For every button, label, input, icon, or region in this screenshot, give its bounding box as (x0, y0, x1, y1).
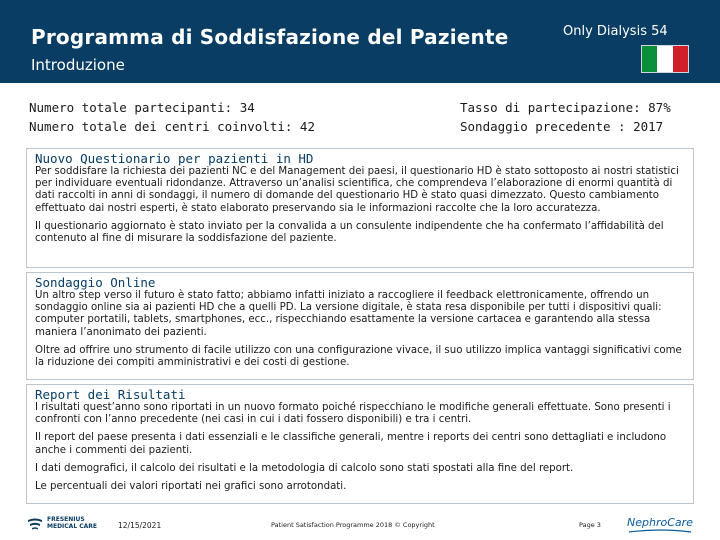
fresenius-wordmark (47, 516, 97, 530)
participants-count: Numero totale partecipanti: 34 (29, 100, 255, 115)
stats-left (29, 98, 315, 136)
fresenius-mark-icon (27, 518, 43, 530)
section-paragraph: Un altro step verso il futuro è stato fatto; abbiamo infatti iniziato a raccogliere il feedback elettronicamente, offrendo un sondaggio online sia ai pazienti HD che a quelli PD. La versione digitale, è stata resa disponibile per tutti i dispositivi quali: computer portatili, tablets, smartphones, ecc., rispecchiando esattamente la versione cartacea e garantendo alla stessa maniera l’anonimato dei pazienti. (35, 290, 662, 338)
section-paragraph: I risultati quest’anno sono riportati in un nuovo formato poiché rispecchiano le modifiche generali effettuate. Sono presenti i confronti con l’anno precedente (nei casi in cui i dati fossero disponibili) e tra i centri. (35, 402, 671, 426)
center-name: Only Dialysis 54 (563, 24, 668, 39)
section-results-report (26, 384, 694, 504)
footer-copyright: Patient Satisfaction Programme 2018 © Copyright (271, 521, 435, 529)
section-heading: Sondaggio Online (35, 275, 156, 290)
header-bar (0, 0, 720, 83)
section-heading: Nuovo Questionario per pazienti in HD (35, 151, 314, 166)
footer-date: 12/15/2021 (118, 521, 162, 530)
section-paragraph: Per soddisfare la richiesta dei pazienti NC e del Management dei paesi, il questionario HD è stato sottoposto ai nostri statistici per individuare eventuali ridondanze. Attraverso un’analisi scientifica, che comprendeva l’elaborazione di enormi quantità di dati raccolti in anni di sondaggi, il numero di domande del questionario HD è stato quasi dimezzato. Questo cambiamento effettuato dai nostri esperti, è stato elaborato preservando sia le informazioni raccolte che la loro accuratezza. (35, 166, 679, 214)
flag-stripe-white (657, 46, 672, 72)
nephrocare-logo (627, 514, 693, 534)
section-online-survey (26, 272, 694, 380)
fresenius-logo (27, 516, 97, 530)
participation-rate: Tasso di partecipazione: 87% (460, 100, 671, 115)
page-number: Page 3 (579, 521, 601, 529)
nephrocare-swoosh-icon (627, 529, 693, 534)
section-paragraph: Il report del paese presenta i dati essenziali e le classifiche generali, mentre i reports dei centri sono dettagliati e includono anche i commenti dei pazienti. (35, 432, 667, 456)
section-paragraph: Le percentuali dei valori riportati nei grafici sono arrotondati. (35, 481, 347, 493)
italy-flag-icon (641, 45, 689, 73)
section-heading: Report dei Risultati (35, 387, 186, 402)
centers-count: Numero totale dei centri coinvolti: 42 (29, 119, 315, 134)
section-paragraph: I dati demografici, il calcolo dei risultati e la metodologia di calcolo sono stati spostati alla fine del report. (35, 462, 574, 474)
section-paragraph: Il questionario aggiornato è stato inviato per la convalida a un consulente indipendente che ha confermato l’affidabilità del contenuto al fine di misurare la soddisfazione del paziente. (35, 220, 664, 245)
page-title: Programma di Soddisfazione del Paziente (31, 25, 509, 49)
previous-survey: Sondaggio precedente : 2017 (460, 119, 664, 134)
nephrocare-wordmark: NephroCare (627, 516, 693, 529)
brand-line-1: FRESENIUS (47, 516, 85, 523)
brand-line-2: MEDICAL CARE (47, 523, 98, 530)
flag-stripe-green (642, 46, 657, 72)
flag-stripe-red (673, 46, 688, 72)
page-subtitle: Introduzione (31, 56, 125, 74)
section-new-questionnaire (26, 148, 694, 268)
section-paragraph: Oltre ad offrire uno strumento di facile utilizzo con una configurazione vivace, il suo utilizzo implica vantaggi significativi come la riduzione dei compiti amministrativi e dei costi di gestione. (35, 344, 682, 369)
stats-right (460, 98, 671, 136)
